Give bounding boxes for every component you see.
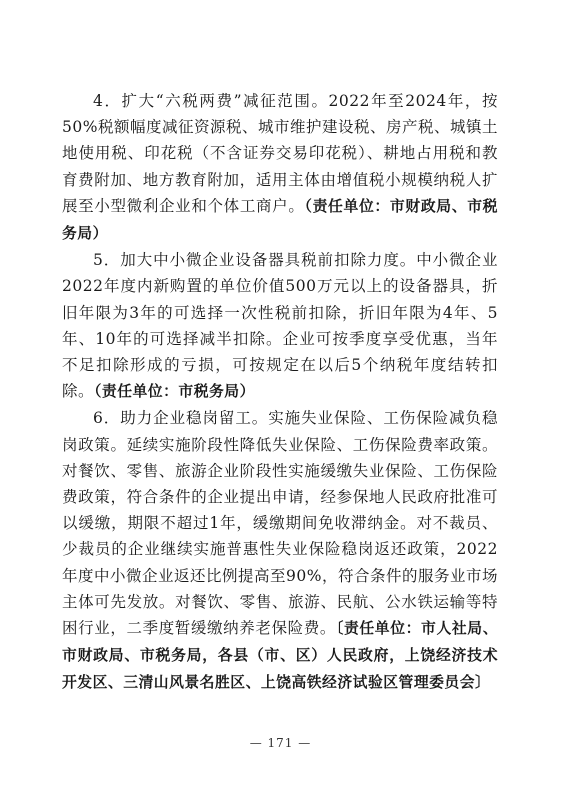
paragraph-item-6 [62, 405, 498, 696]
paragraph-text: 6．助力企业稳岗留工。实施失业保险、工伤保险减负稳岗政策。延续实施阶段性降低失业保险、工伤保险费率政策。对餐饮、零售、旅游企业阶段性实施缓缴失业保险、工伤保险费政策，符合条件的企业提出申请，经参保地人民政府批准可以缓缴，期限不超过1年，缓缴期间免收滞纳金。对不裁员、少裁员的企业继续实施普惠性失业保险稳岗返还政策，2022年度中小微企业返还比例提高至90%，符合条件的服务业市场主体可先发放。对餐饮、零售、旅游、民航、公水铁运输等特困行业，二季度暂缓缴纳养老保险费。 [62, 409, 498, 638]
paragraph-text: 4．扩大“六税两费”减征范围。2022年至2024年，按50%税额幅度减征资源税、城市维护建设税、房产税、城镇土地使用税、印花税（不含证券交易印花税）、耕地占用税和教育费附加、地方教育附加，适用主体由增值税小规模纳税人扩展至小型微利企业和个体工商户。 [62, 92, 498, 215]
paragraph-item-5 [62, 247, 498, 405]
responsible-units: （责任单位：市财政局、市税务局） [62, 197, 498, 243]
page-number: — 171 — [249, 736, 312, 750]
paragraph-text: 5．加大中小微企业设备器具税前扣除力度。中小微企业2022年度内新购置的单位价值500万元以上的设备器具，折旧年限为3年的可选择一次性税前扣除，折旧年限为4年、5年、10年的可选择减半扣除。企业可按季度享受优惠，当年不足扣除形成的亏损，可按规定在以后5个纳税年度结转扣除。 [62, 251, 498, 401]
document-body [62, 88, 498, 697]
paragraph-item-4 [62, 88, 498, 247]
responsible-units: （责任单位：市税务局） [94, 383, 255, 401]
responsible-units: 〔责任单位：市人社局、市财政局、市税务局，各县（市、区）人民政府，上饶经济技术开发区、三清山风景名胜区、上饶高铁经济试验区管理委员会〕 [62, 620, 498, 692]
